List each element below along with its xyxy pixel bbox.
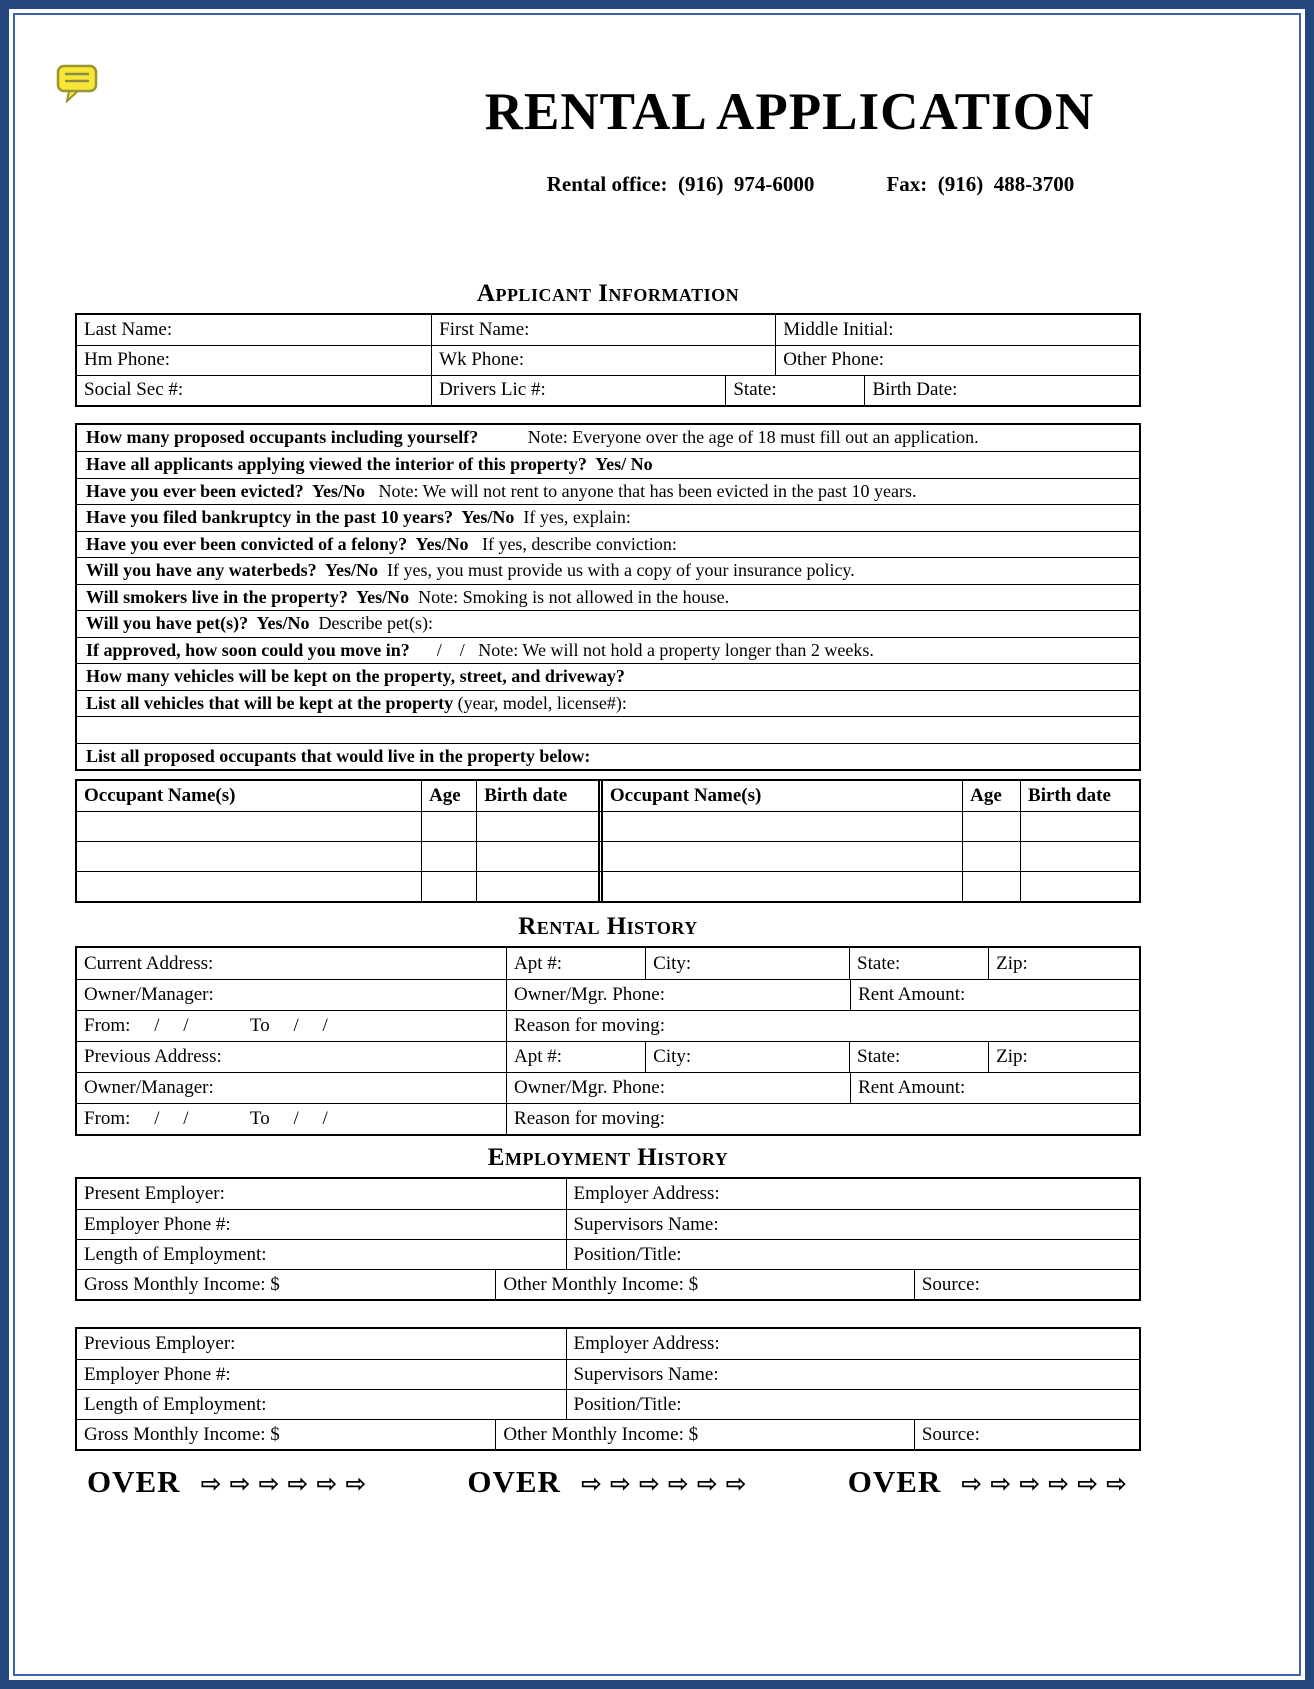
occupant-birth-cell — [1020, 872, 1139, 901]
field-zip: Zip: — [988, 948, 1139, 979]
occupant-name-cell — [598, 872, 962, 901]
question-row-viewed-interior — [77, 451, 1139, 478]
employment-length-row — [77, 1389, 1139, 1419]
occupants-table — [75, 779, 1141, 903]
field-other-monthly-income: Other Monthly Income: $ — [495, 1420, 913, 1449]
question-text: Have you ever been evicted? Yes/No — [86, 480, 365, 501]
occupants-empty-row — [77, 871, 1139, 901]
field-state: State: — [849, 948, 988, 979]
field-employer-phone: Employer Phone #: — [84, 1363, 231, 1385]
field-rent-amount: Rent Amount: — [850, 980, 1139, 1010]
section-title-applicant-information: Applicant Information — [476, 279, 740, 307]
field-middle-initial: Middle Initial: — [775, 315, 1139, 345]
field-length-of-employment: Length of Employment: — [84, 1243, 267, 1265]
over-indicator — [848, 1464, 1135, 1500]
rental-office-phone: Rental office: (916) 974-6000 — [546, 171, 815, 196]
question-text: Have you ever been convicted of a felony? Yes/No — [86, 533, 469, 554]
occupants-empty-row — [77, 811, 1139, 841]
occupants-header-row — [77, 781, 1139, 811]
field-employer-address: Employer Address: — [566, 1329, 1139, 1359]
field-state: State: — [725, 376, 864, 405]
question-row-bankruptcy — [77, 504, 1139, 531]
question-note: Note: We will not rent to anyone that has been evicted in the past 10 years. — [364, 480, 917, 501]
question-row-move-in-date — [77, 637, 1139, 664]
over-label: OVER — [87, 1464, 181, 1500]
present-employment-table — [75, 1177, 1141, 1301]
field-first-name: First Name: — [431, 315, 775, 345]
field-position-title: Position/Title: — [566, 1240, 1139, 1269]
question-row-vehicle-list — [77, 690, 1139, 717]
field-previous-address: Previous Address: — [84, 1046, 222, 1068]
contact-line — [280, 147, 1299, 222]
question-text: List all proposed occupants that would live in the property below: — [86, 745, 591, 766]
question-note: If yes, explain: — [514, 507, 631, 528]
rental-history-table — [75, 946, 1141, 1136]
question-row-evicted — [77, 478, 1139, 505]
question-text: How many vehicles will be kept on the property, street, and driveway? — [86, 666, 625, 687]
field-from-to-dates: From: / / To / / — [84, 1015, 328, 1037]
occupant-name-cell — [77, 872, 421, 901]
over-label: OVER — [467, 1464, 561, 1500]
occupant-birth-cell — [476, 812, 598, 841]
question-row-occupant-count — [77, 425, 1139, 452]
previous-employment-table — [75, 1327, 1141, 1451]
question-note: (year, model, license#): — [453, 692, 627, 713]
page-title: RENTAL APPLICATION — [484, 83, 1095, 141]
form-content — [75, 280, 1141, 1501]
field-city: City: — [645, 1042, 849, 1072]
employer-phone-row — [77, 1209, 1139, 1239]
current-address-row — [77, 948, 1139, 979]
over-footer — [75, 1464, 1141, 1500]
question-text: If approved, how soon could you move in? — [86, 639, 410, 660]
field-work-phone: Wk Phone: — [431, 346, 775, 375]
field-zip: Zip: — [988, 1042, 1139, 1072]
tenancy-dates-row — [77, 1103, 1139, 1134]
owner-manager-row — [77, 979, 1139, 1010]
applicant-info-table — [75, 313, 1141, 407]
field-owner-manager: Owner/Manager: — [84, 984, 214, 1006]
occupant-age-cell — [962, 842, 1020, 871]
field-other-monthly-income: Other Monthly Income: $ — [495, 1270, 913, 1299]
field-employer-address: Employer Address: — [566, 1179, 1139, 1209]
field-income-source: Source: — [914, 1270, 1139, 1299]
occupant-age-cell — [962, 872, 1020, 901]
field-apt-number: Apt #: — [506, 948, 645, 979]
field-reason-for-moving: Reason for moving: — [506, 1104, 1139, 1134]
employer-phone-row — [77, 1359, 1139, 1389]
field-drivers-lic: Drivers Lic #: — [431, 376, 725, 405]
employment-length-row — [77, 1239, 1139, 1269]
question-row-vehicle-count — [77, 663, 1139, 690]
tenancy-dates-row — [77, 1010, 1139, 1041]
field-reason-for-moving: Reason for moving: — [506, 1011, 1139, 1041]
question-text: Will smokers live in the property? Yes/No — [86, 586, 410, 607]
employer-row — [77, 1179, 1139, 1209]
fax-number: Fax: (916) 488-3700 — [886, 171, 1075, 196]
field-apt-number: Apt #: — [506, 1042, 645, 1072]
field-state: State: — [849, 1042, 988, 1072]
question-row-felony — [77, 531, 1139, 558]
question-note: / / Note: We will not hold a property longer than 2 weeks. — [409, 639, 874, 660]
occupant-age-cell — [962, 812, 1020, 841]
field-supervisors-name: Supervisors Name: — [566, 1210, 1139, 1239]
occupant-name-cell — [598, 842, 962, 871]
applicant-row-names — [77, 315, 1139, 345]
applicant-row-phones — [77, 345, 1139, 375]
col-birth-date: Birth date — [1020, 781, 1139, 811]
question-text: Have all applicants applying viewed the interior of this property? Yes/ No — [86, 454, 653, 475]
field-gross-monthly-income: Gross Monthly Income: $ — [84, 1273, 280, 1295]
section-title-rental-history: Rental History — [518, 913, 698, 941]
occupant-age-cell — [421, 842, 476, 871]
occupant-birth-cell — [476, 872, 598, 901]
field-home-phone: Hm Phone: — [84, 349, 171, 371]
field-owner-phone: Owner/Mgr. Phone: — [506, 1073, 850, 1103]
occupant-age-cell — [421, 872, 476, 901]
occupant-age-cell — [421, 812, 476, 841]
field-income-source: Source: — [914, 1420, 1139, 1449]
col-occupant-name: Occupant Name(s) — [598, 781, 962, 811]
over-indicator — [87, 1464, 374, 1500]
col-birth-date: Birth date — [476, 781, 598, 811]
question-row-pets — [77, 610, 1139, 637]
field-previous-employer: Previous Employer: — [84, 1333, 236, 1355]
question-note: If yes, you must provide us with a copy of your insurance policy. — [378, 560, 855, 581]
field-rent-amount: Rent Amount: — [850, 1073, 1139, 1103]
over-arrows-icon: ⇨⇨⇨⇨⇨⇨ — [961, 1468, 1135, 1498]
income-row — [77, 1419, 1139, 1449]
field-owner-phone: Owner/Mgr. Phone: — [506, 980, 850, 1010]
vehicle-list-blank-row — [77, 716, 1139, 743]
question-row-occupant-list — [77, 743, 1139, 770]
field-owner-manager: Owner/Manager: — [84, 1077, 214, 1099]
field-supervisors-name: Supervisors Name: — [566, 1360, 1139, 1389]
question-text: How many proposed occupants including yourself? — [86, 427, 479, 448]
occupant-name-cell — [77, 842, 421, 871]
col-age: Age — [421, 781, 476, 811]
occupant-birth-cell — [476, 842, 598, 871]
question-note: If yes, describe conviction: — [468, 533, 677, 554]
field-current-address: Current Address: — [84, 952, 214, 974]
field-position-title: Position/Title: — [566, 1390, 1139, 1419]
field-present-employer: Present Employer: — [84, 1183, 225, 1205]
owner-manager-row — [77, 1072, 1139, 1103]
field-social-sec: Social Sec #: — [84, 379, 184, 401]
over-indicator — [467, 1464, 754, 1500]
field-other-phone: Other Phone: — [775, 346, 1139, 375]
question-note: Note: Smoking is not allowed in the house. — [409, 586, 730, 607]
col-occupant-name: Occupant Name(s) — [84, 785, 236, 807]
title-block — [15, 85, 1299, 222]
employer-row — [77, 1329, 1139, 1359]
occupant-name-cell — [598, 812, 962, 841]
question-text: Have you filed bankruptcy in the past 10 years? Yes/No — [86, 507, 515, 528]
occupant-name-cell — [77, 812, 421, 841]
occupants-empty-row — [77, 841, 1139, 871]
field-from-to-dates: From: / / To / / — [84, 1108, 328, 1130]
screening-questions-table — [75, 423, 1141, 772]
field-last-name: Last Name: — [84, 318, 173, 340]
question-note: Note: Everyone over the age of 18 must fill out an application. — [478, 427, 979, 448]
page-border-frame — [13, 13, 1301, 1676]
field-birth-date: Birth Date: — [864, 376, 1139, 405]
field-city: City: — [645, 948, 849, 979]
question-row-smokers — [77, 584, 1139, 611]
field-employer-phone: Employer Phone #: — [84, 1213, 231, 1235]
occupant-birth-cell — [1020, 842, 1139, 871]
comment-annotation-icon[interactable] — [55, 63, 99, 108]
field-gross-monthly-income: Gross Monthly Income: $ — [84, 1423, 280, 1445]
question-note: Describe pet(s): — [309, 613, 433, 634]
income-row — [77, 1269, 1139, 1299]
previous-address-row — [77, 1041, 1139, 1072]
over-label: OVER — [847, 1464, 942, 1500]
question-text: Will you have any waterbeds? Yes/No — [86, 560, 379, 581]
question-text: List all vehicles that will be kept at the property — [86, 692, 454, 713]
section-title-employment-history: Employment History — [487, 1144, 729, 1172]
col-age: Age — [962, 781, 1020, 811]
applicant-row-ids — [77, 375, 1139, 405]
over-arrows-icon: ⇨⇨⇨⇨⇨⇨ — [580, 1468, 755, 1498]
field-length-of-employment: Length of Employment: — [84, 1393, 267, 1415]
question-text: Will you have pet(s)? Yes/No — [86, 613, 310, 634]
question-row-waterbeds — [77, 557, 1139, 584]
occupant-birth-cell — [1020, 812, 1139, 841]
over-arrows-icon: ⇨⇨⇨⇨⇨⇨ — [200, 1468, 375, 1498]
